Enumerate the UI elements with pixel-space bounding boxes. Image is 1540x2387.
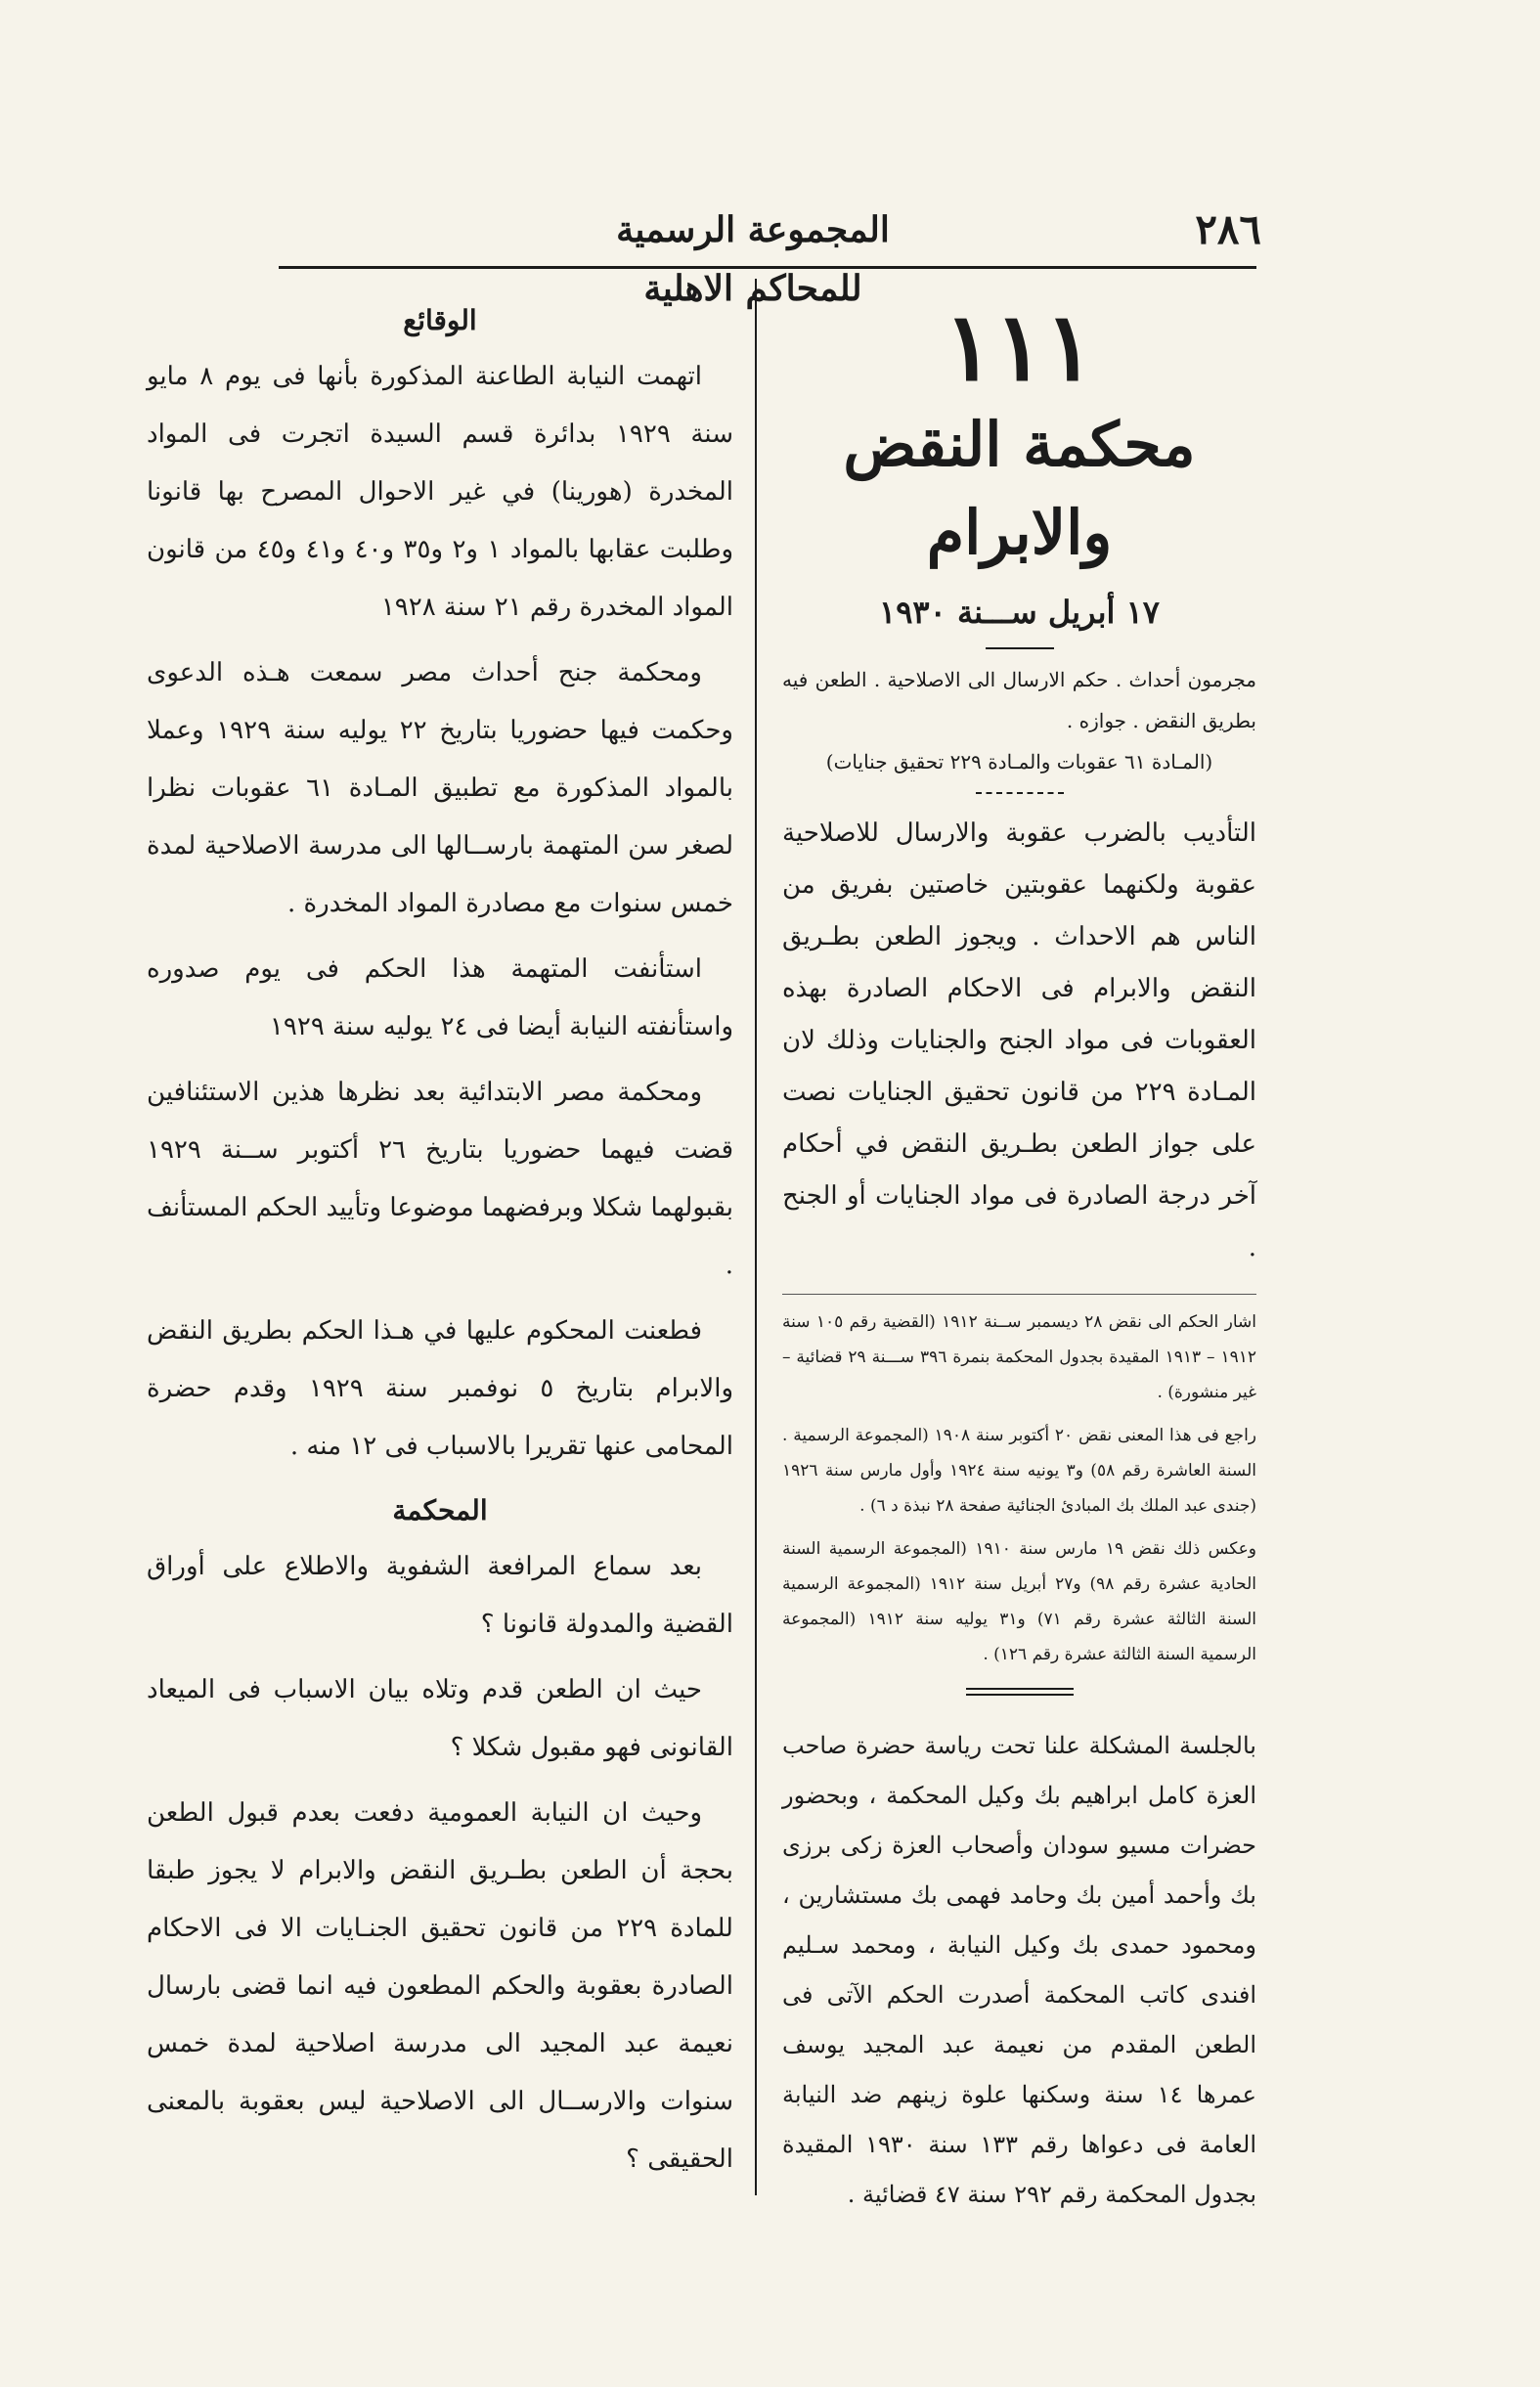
reference-note: وعكس ذلك نقض ١٩ مارس سنة ١٩١٠ (المجموعة الرسمية السنة الحادية عشرة رقم ٩٨) و٢٧ أبريل سنة ١٩١٢ (المجموعة الرسمية السنة الثالثة عشرة رقم ٧١) و٣١ يوليه سنة ١٩١٢ (المجموعة الرسمية السنة الثالثة عشرة رقم ١٢٦) . — [782, 1539, 1257, 1664]
court-paragraph: وحيث ان النيابة العمومية دفعت بعدم قبول الطعن بحجة أن الطعن بطـريق النقض والابرام لا يجوز طبقا للمادة ٢٢٩ من قانون تحقيق الجنـايات الا فى الاحكام الصادرة بعقوبة والحكم المطعون فيه انما قضى بارسال نعيمة عبد المجيد الى مدرسة اصلاحية لمدة خمس سنوات والارســال الى الاصلاحية ليس بعقوبة بالمعنى الحقيقى ؟ — [147, 1798, 733, 2174]
reference-note: اشار الحكم الى نقض ٢٨ ديسمبر ســنة ١٩١٢ (القضية رقم ١٠٥ سنة ١٩١٢ – ١٩١٣ المقيدة بجدول المحكمة بنمرة ٣٩٦ ســـنة ٢٩ قضائية – غير منشورة) . — [782, 1312, 1256, 1402]
legal-principle: التأديب بالضرب عقوبة والارسال للاصلاحية عقوبة ولكنهما عقوبتين خاصتين بفريق من الناس هم الاحداث . ويجوز الطعن بطـريق النقض والابرام فى الاحكام الصادرة بهذه العقوبات فى مواد الجنح والجنايات وذلك لان المـادة ٢٢٩ من قانون تحقيق الجنايات نصت على جواز الطعن بطـريق النقض في أحكام آخر درجة الصادرة فى مواد الجنايات أو الجنح . — [782, 818, 1257, 1262]
facts-paragraph: ومحكمة مصر الابتدائية بعد نظرها هذين الاستئنافين قضت فيهما حضوريا بتاريخ ٢٦ أكتوبر ســنة ١٩٢٩ بقبولهما شكلا وبرفضهما موضوعا وتأييد الحكم المستأنف . — [147, 1078, 734, 1280]
column-divider — [755, 279, 757, 2195]
header-rule — [279, 266, 1256, 269]
section-separator — [966, 1688, 1074, 1696]
date-rule — [986, 647, 1054, 649]
facts-paragraph: اتهمت النيابة الطاعنة المذكورة بأنها فى يوم ٨ مايو سنة ١٩٢٩ بدائرة قسم السيدة اتجرت فى المواد المخدرة (هورينا) في غير الاحوال المصرح بها قانونا وطلبت عقابها بالمواد ١ و٢ و٣٥ و٤٠ و٤١ و٤٥ من قانون المواد المخدرة رقم ٢١ سنة ١٩٢٨ — [147, 362, 733, 622]
session-paragraph: بالجلسة المشكلة علنا تحت رياسة حضرة صاحب العزة كامل ابراهيم بك وكيل المحكمة ، وبحضور حضرات مسيو سودان وأصحاب العزة زكى برزى بك وأحمد أمين بك وحامد فهمى بك مستشارين ، ومحمود حمدى بك وكيل النيابة ، ومحمد سـليم افندى كاتب المحكمة أصدرت الحكم الآتى فى الطعن المقدم من نعيمة عبد المجيد يوسف عمرها ١٤ سنة وسكنها علوة زينهم ضد النيابة العامة فى دعواها رقم ١٣٣ سنة ١٩٣٠ المقيدة بجدول المحكمة رقم ٢٩٢ سنة ٤٧ قضائية . — [782, 1732, 1256, 2208]
court-paragraph: بعد سماع المرافعة الشفوية والاطلاع على أوراق القضية والمدولة قانونا ؟ — [147, 1552, 733, 1639]
page-number: ٢٨٦ — [1195, 205, 1261, 253]
keywords-rule — [976, 792, 1064, 794]
case-keywords: مجرمون أحداث . حكم الارسال الى الاصلاحية . الطعن فيه بطريق النقض . جوازه . — [782, 668, 1256, 732]
court-name: محكمة النقض والابرام — [843, 409, 1196, 568]
left-column — [147, 293, 733, 2196]
reference-note: راجع فى هذا المعنى نقض ٢٠ أكتوبر سنة ١٩٠٨ (المجموعة الرسمية . السنة العاشرة رقم ٥٨) و٣ يونيه سنة ١٩٢٤ وأول مارس سنة ١٩٢٦ (جندى عبد الملك بك المبادئ الجنائية صفحة ٢٨ نبذة د ٦) . — [782, 1426, 1257, 1516]
running-title: المجموعة الرسمية للمحاكم الاهلية — [616, 209, 890, 309]
court-heading: المحكمة — [392, 1494, 488, 1526]
case-number: ١١١ — [944, 291, 1095, 402]
facts-paragraph: فطعنت المحكوم عليها في هـذا الحكم بطريق النقض والابرام بتاريخ ٥ نوفمبر سنة ١٩٢٩ وقدم حضرة المحامى عنها تقريرا بالاسباب فى ١٢ منه . — [147, 1316, 733, 1461]
facts-paragraph: استأنفت المتهمة هذا الحكم فى يوم صدوره واستأنفته النيابة أيضا فى ٢٤ يوليه سنة ١٩٢٩ — [147, 954, 733, 1041]
decision-date: ١٧ أبريل ســـنة ١٩٣٠ — [879, 594, 1160, 631]
notes-rule — [782, 1294, 1256, 1295]
right-column — [782, 293, 1256, 2220]
facts-paragraph: ومحكمة جنح أحداث مصر سمعت هـذه الدعوى وحكمت فيها حضوريا بتاريخ ٢٢ يوليه سنة ١٩٢٩ وعملا بالمواد المذكورة مع تطبيق المـادة ٦١ عقوبات نظرا لصغر سن المتهمة بارســالها الى مدرسة الاصلاحية لمدة خمس سنوات مع مصادرة المواد المخدرة . — [147, 658, 733, 918]
cited-articles: (المـادة ٦١ عقوبات والمـادة ٢٢٩ تحقيق جنايات) — [825, 750, 1213, 774]
facts-heading: الوقائع — [403, 304, 477, 336]
page-header — [0, 200, 1540, 309]
court-paragraph: حيث ان الطعن قدم وتلاه بيان الاسباب فى الميعاد القانونى فهو مقبول شكلا ؟ — [147, 1675, 733, 1762]
